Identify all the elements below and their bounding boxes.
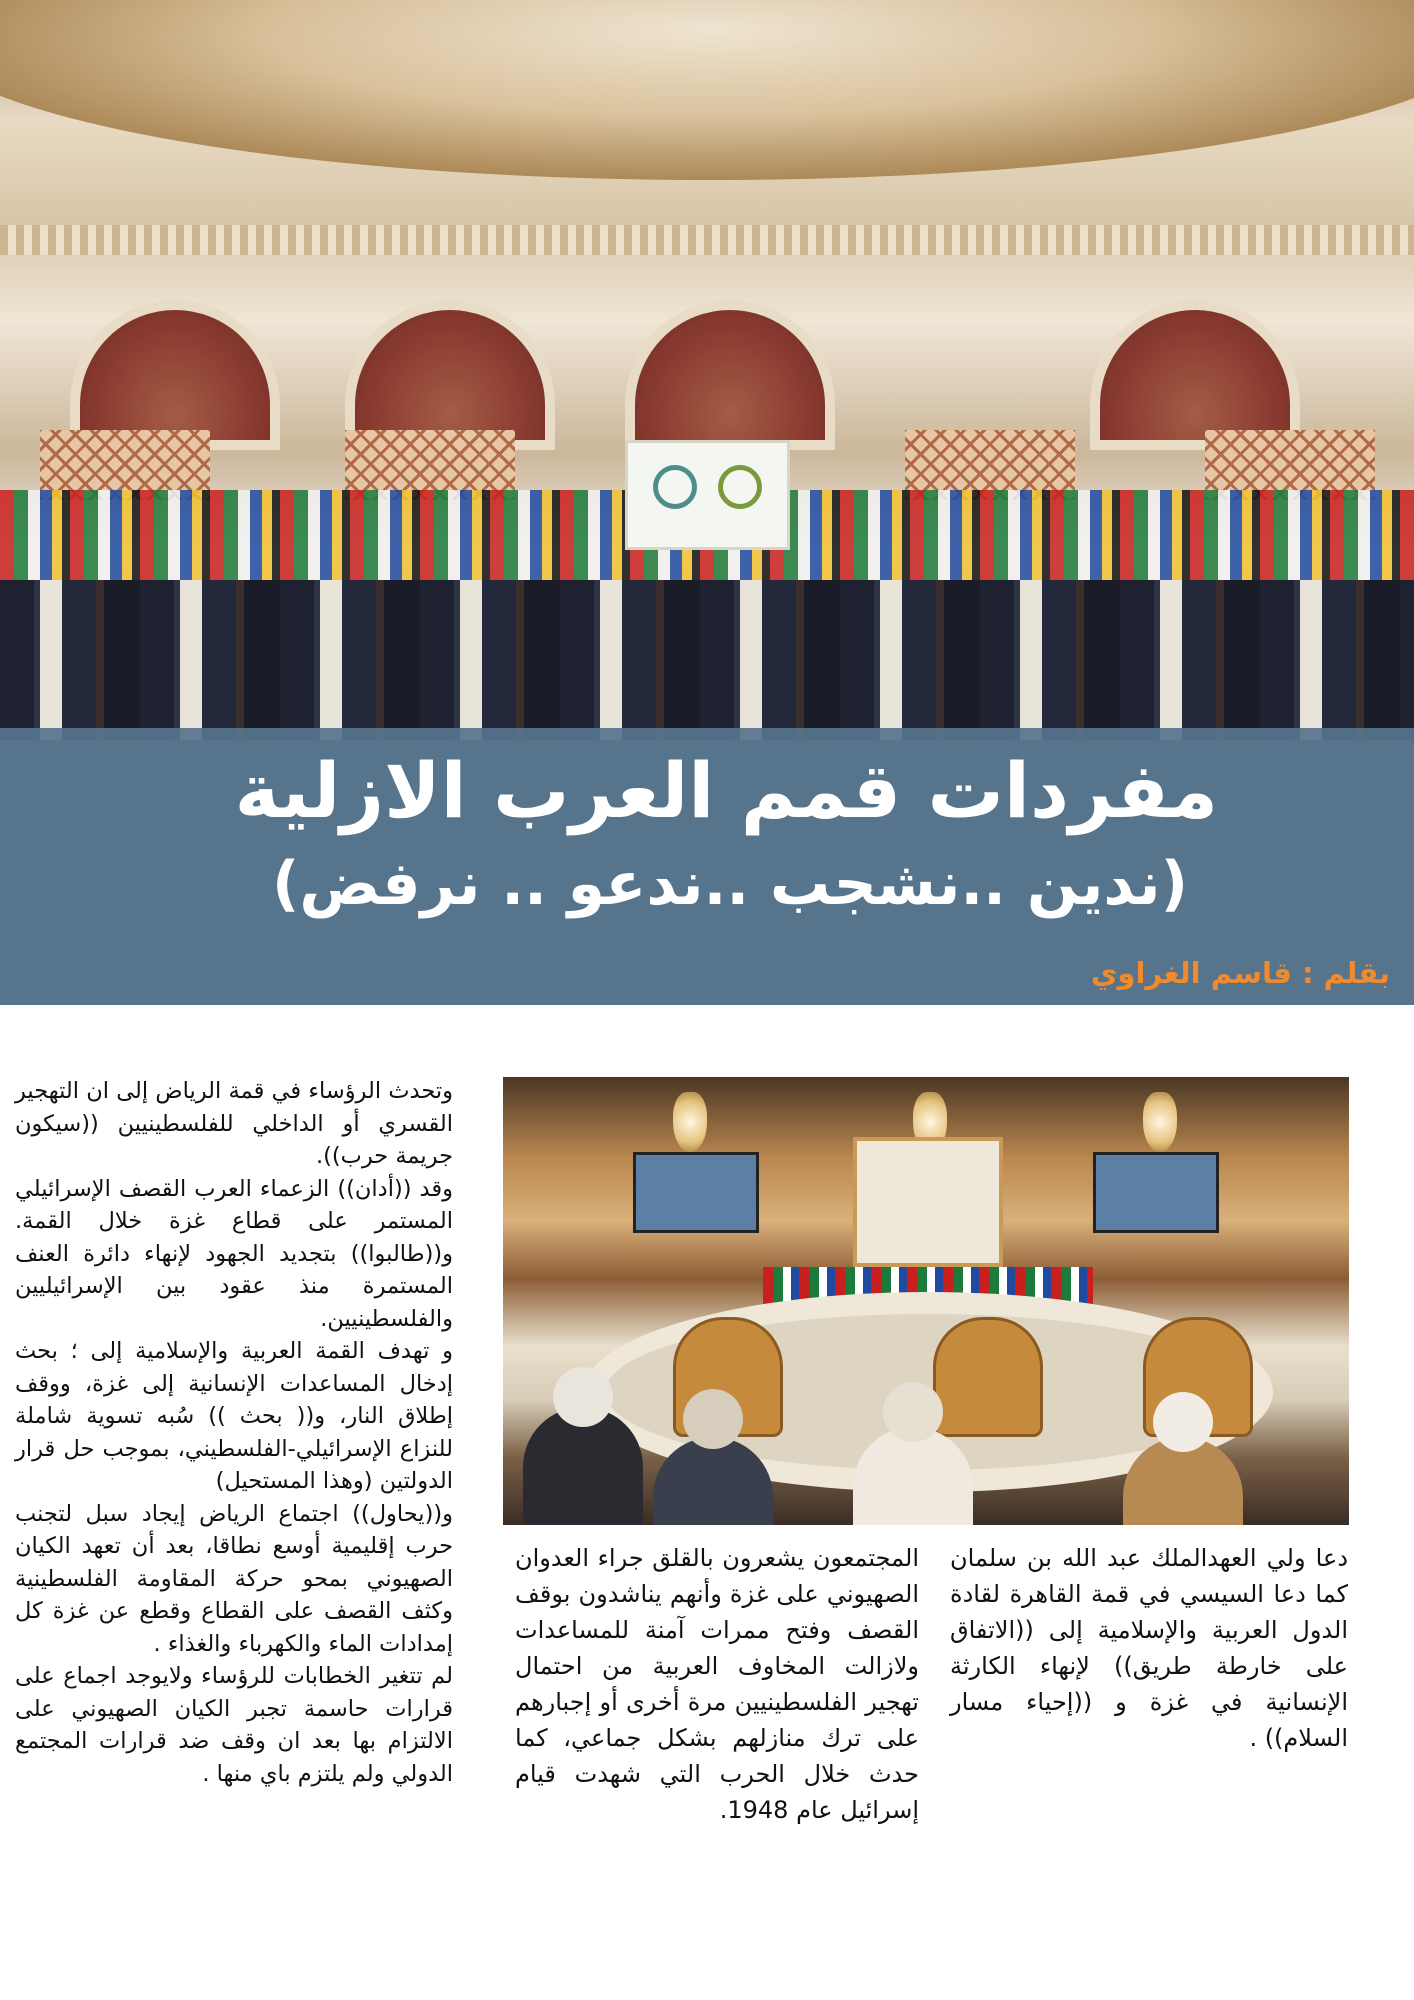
paragraph: و تهدف القمة العربية والإسلامية إلى ؛ بحث إدخال المساعدات الإنسانية إلى غزة، ووقف إطلاق النار، و(( بحث )) سُبه تسوية شاملة للنزاع الإسرائيلي-الفلسطيني، بموجب حل قرار الدولتين (وهذا المستحيل) bbox=[15, 1338, 453, 1494]
paragraph: و((يحاول)) اجتماع الرياض إيجاد سبل لتجنب حرب إقليمية أوسع نطاقا، بعد أن تعهد الكيان الصهيوني بمحو حركة المقاومة الفلسطينية وكثف القصف على القطاع وقطع عن غزة كل إمدادات الماء والكهرباء والغذاء . bbox=[15, 1500, 453, 1657]
leaders-group bbox=[0, 580, 1414, 740]
article-column-left bbox=[950, 1540, 1348, 1756]
chandelier bbox=[673, 1092, 707, 1152]
article-title: مفردات قمم العرب الازلية bbox=[234, 746, 1218, 835]
paragraph: وتحدث الرؤساء في قمة الرياض إلى ان التهجير القسري أو الداخلي للفلسطينيين ((سيكون جريمة حرب)). bbox=[15, 1078, 453, 1169]
article-subtitle: (ندين ..نشجب ..ندعو .. نرفض) bbox=[272, 849, 1188, 919]
summit-logo-screen bbox=[625, 440, 790, 550]
arch-window bbox=[70, 300, 280, 450]
summit-emblem-backdrop bbox=[853, 1137, 1003, 1267]
paragraph: وقد ((أدان)) الزعماء العرب القصف الإسرائيلي المستمر على قطاع غزة خلال القمة. و((طالبوا)) بتجديد الجهود لإنهاء دائرة العنف المستمرة منذ عقود بين الإسرائيليين والفلسطينيين. bbox=[15, 1175, 453, 1332]
delegate-head bbox=[683, 1389, 743, 1449]
author-byline: بقلم : قاسم الغراوي bbox=[1090, 956, 1390, 990]
screen-left bbox=[633, 1152, 759, 1233]
article-column-middle bbox=[515, 1540, 919, 1828]
chair bbox=[933, 1317, 1043, 1437]
summit-logo-icon bbox=[718, 465, 762, 509]
cornice-band bbox=[0, 225, 1414, 255]
paragraph: المجتمعون يشعرون بالقلق جراء العدوان الصهيوني على غزة وأنهم يناشدون بوقف القصف وفتح ممرات آمنة للمساعدات ولازالت المخاوف العربية من احتمال تهجير الفلسطينيين مرة أخرى أو إجبارهم على ترك منازلهم بشكل جماعي، كما حدث خلال الحرب التي شهدت قيام إسرائيل عام 1948. bbox=[515, 1544, 919, 1824]
paragraph: دعا ولي العهدالملك عبد الله بن سلمان كما دعا السيسي في قمة القاهرة لقادة الدول العربية والإسلامية إلى ((الاتفاق على خارطة طريق)) لإنهاء الكارثة الإنسانية في غزة و ((إحياء مسار السلام)) . bbox=[950, 1544, 1348, 1752]
arch-window bbox=[1090, 300, 1300, 450]
summit-logo-icon bbox=[653, 465, 697, 509]
delegate-head bbox=[1153, 1392, 1213, 1452]
arch-window bbox=[625, 300, 835, 450]
summit-meeting-photo bbox=[503, 1077, 1349, 1525]
arch-window bbox=[345, 300, 555, 450]
paragraph: لم تتغير الخطابات للرؤساء ولايوجد اجماع على قرارات حاسمة تجبر الكيان الصهيوني على الالتزام بها بعد ان وقف ضد قرارات المجتمع الدولي ولم يلتزم باي منها . bbox=[15, 1663, 453, 1787]
delegate-head bbox=[553, 1367, 613, 1427]
article-column-right bbox=[15, 1075, 453, 1790]
delegate-head bbox=[883, 1382, 943, 1442]
screen-right bbox=[1093, 1152, 1219, 1233]
ceiling-dome bbox=[0, 0, 1414, 180]
chandelier bbox=[1143, 1092, 1177, 1152]
